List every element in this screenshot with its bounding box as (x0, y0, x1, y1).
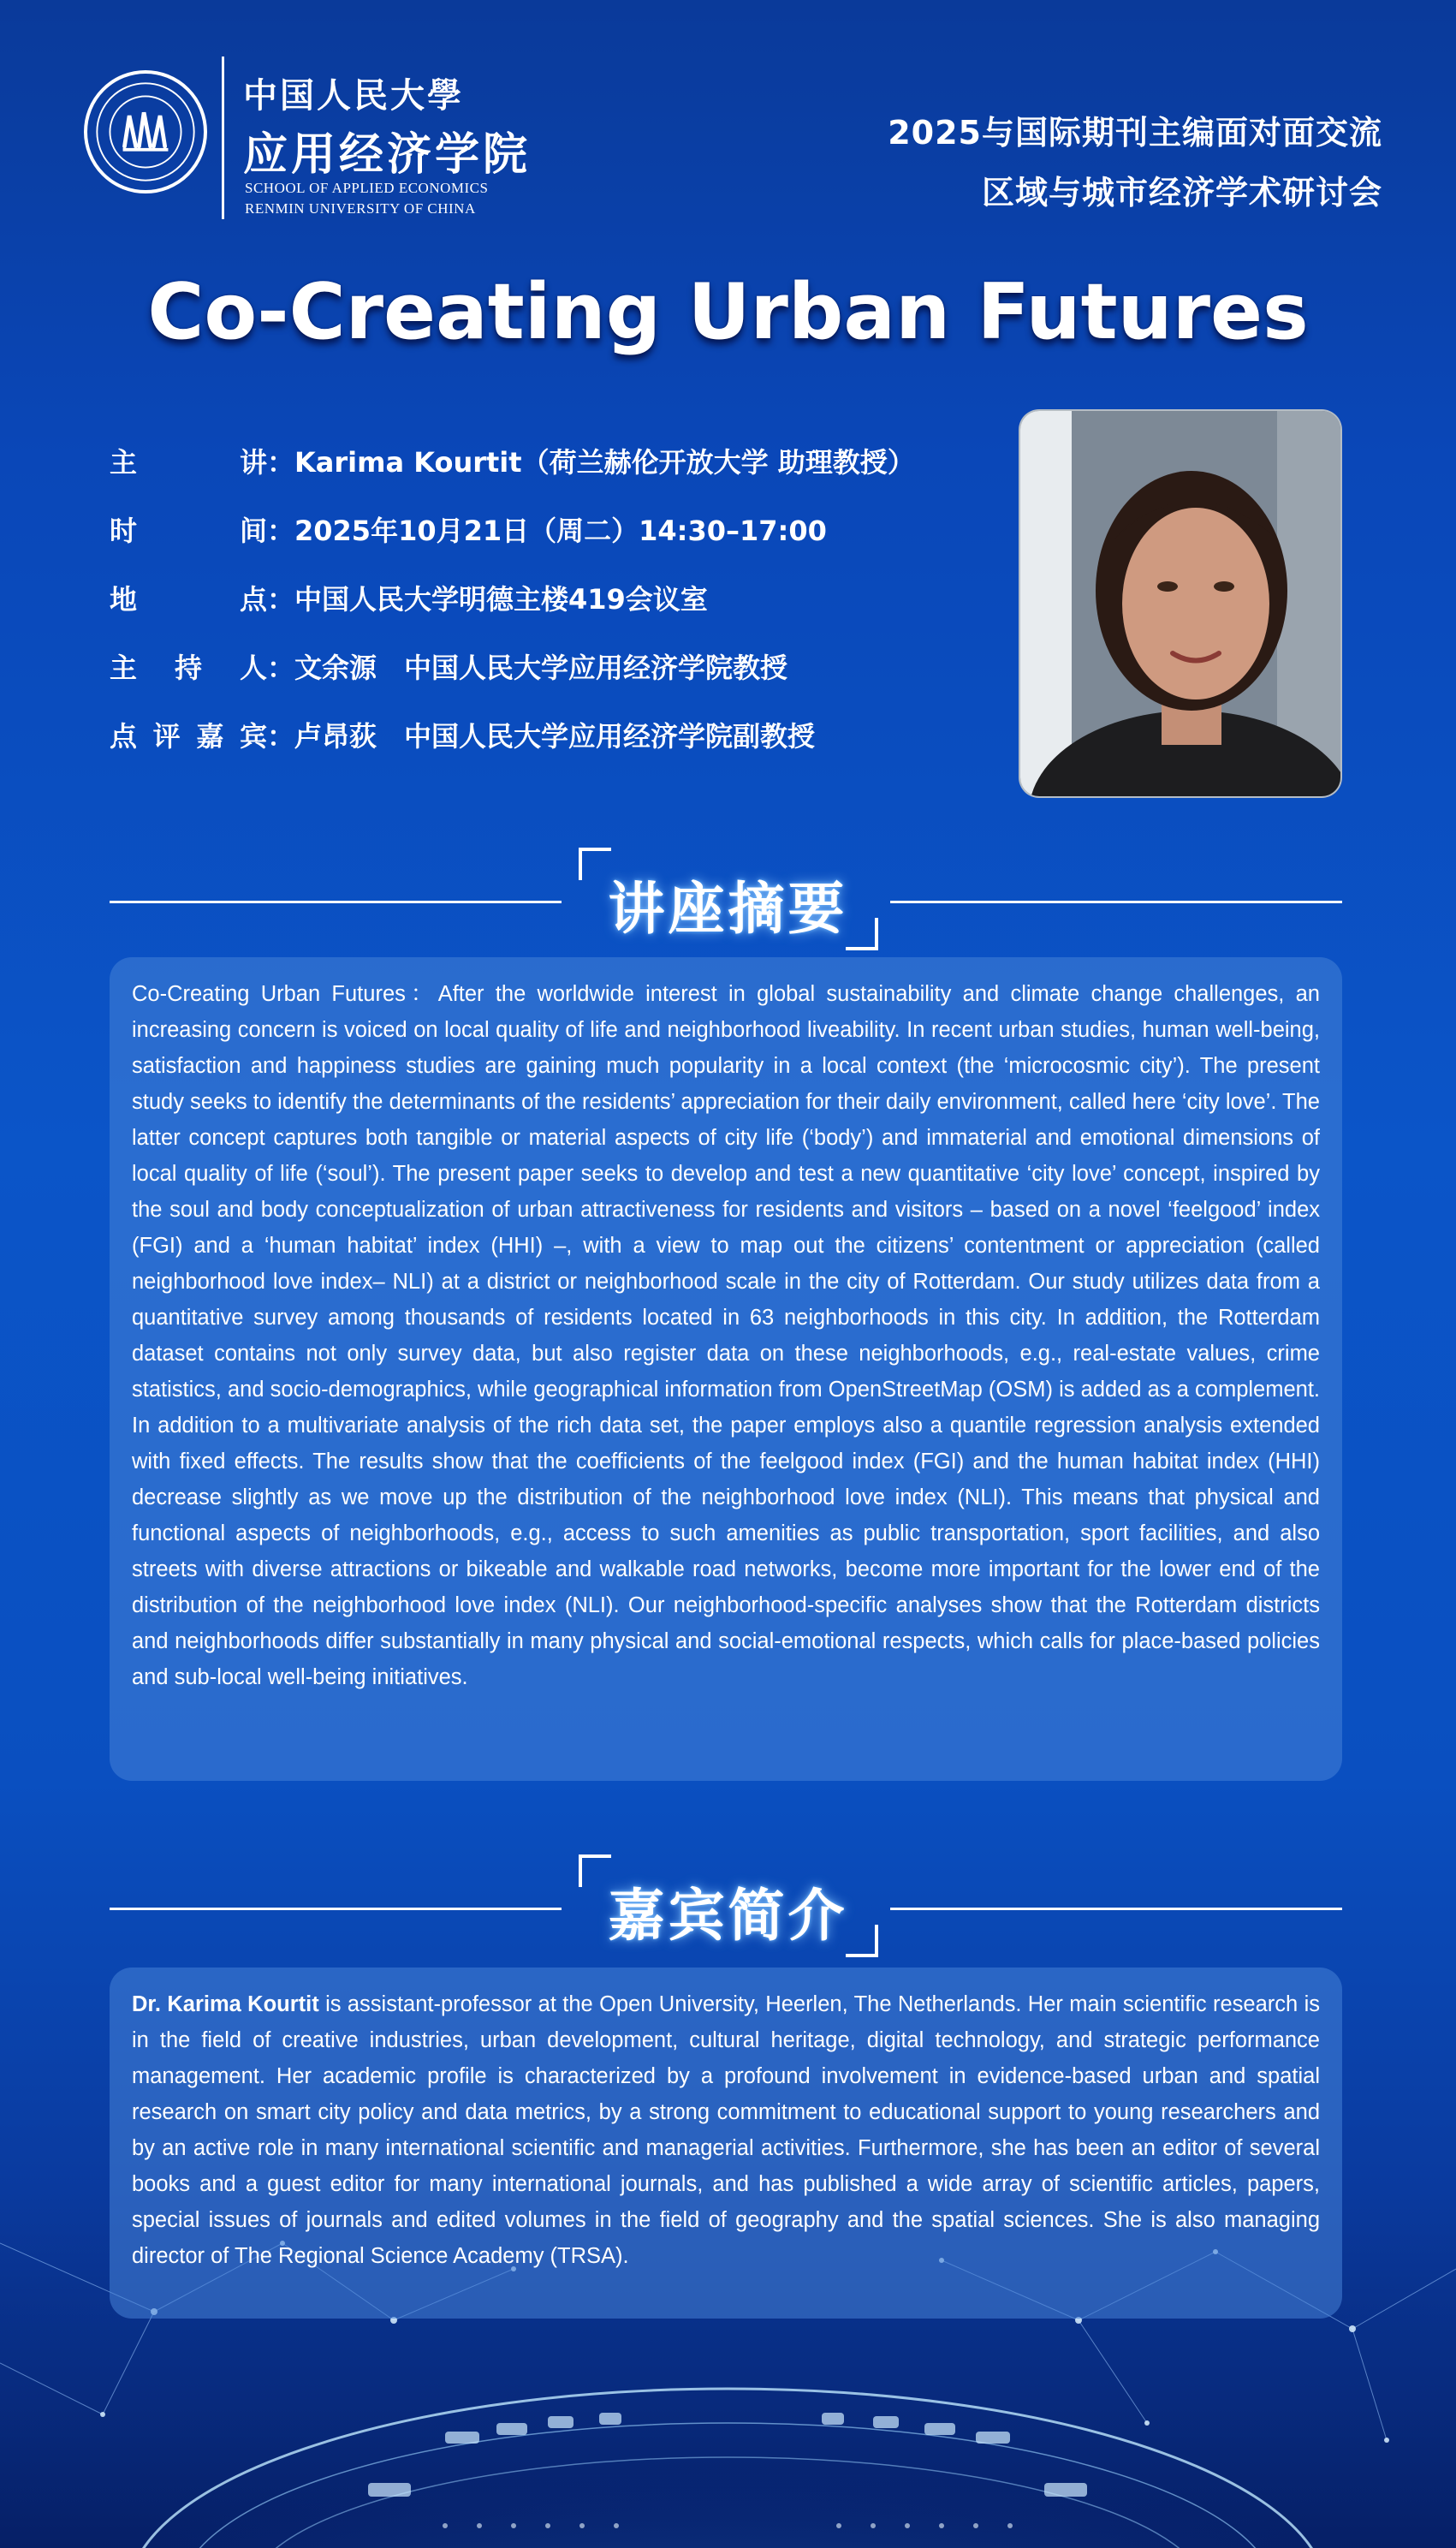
info-value: ：2025年10月21日（周二）14:30–17:00 (267, 515, 827, 547)
info-row-discussant (110, 715, 815, 754)
info-value: ：卢昂荻 中国人民大学应用经济学院副教授 (267, 720, 816, 753)
event-title-line1: 2025与国际期刊主编面对面交流 (888, 114, 1382, 152)
bio-body: is assistant-professor at the Open University, Heerlen, The Netherlands. Her main scientific research is in the field of creative industries, urban development, cultural heritage, digital technology, and strategic performance management. Her academic profile is characterized by a profound involvement in evidence-based urban and spatial research on smart city policy and data metrics, by a strong commitment to educational support to young researchers and by an active role in many international scientific and managerial activities. Furthermore, she has been an editor of several books and a guest editor for many international journals, and has published a wide array of scientific articles, papers, special issues of journals and edited volumes in the field of geography and the spatial sciences. She is also managing director of The Regional Science Academy (TRSA). (132, 1992, 1320, 2268)
speaker-photo (1019, 409, 1342, 798)
info-value: ：Karima Kourtit（荷兰赫伦开放大学 助理教授） (267, 446, 915, 479)
info-label: 地点 (110, 583, 267, 616)
logo-divider (222, 57, 224, 219)
info-label: 主讲 (110, 446, 267, 479)
info-label: 主持人 (110, 652, 267, 684)
info-row-host (110, 646, 787, 686)
info-value: ：文余源 中国人民大学应用经济学院教授 (267, 652, 788, 684)
bio-text (132, 1986, 1320, 2274)
logo-school-en: SCHOOL OF APPLIED ECONOMICS (245, 180, 489, 196)
info-value: ：中国人民大学明德主楼419会议室 (267, 583, 708, 616)
logo-university-cn: 中国人民大學 (243, 75, 464, 116)
info-row-speaker (110, 441, 915, 480)
event-title-line2: 区域与城市经济学术研讨会 (981, 174, 1382, 211)
logo-school-cn: 应用经济学院 (243, 128, 532, 181)
bio-speaker-name: Dr. Karima Kourtit (132, 1992, 319, 2016)
info-label: 点评嘉宾 (110, 720, 267, 753)
info-label: 时间 (110, 515, 267, 547)
info-row-time (110, 509, 827, 549)
logo-university-en: RENMIN UNIVERSITY OF CHINA (245, 200, 476, 217)
university-seal-logo (84, 70, 207, 193)
bio-heading: 嘉宾简介 (608, 1883, 848, 1949)
abstract-heading: 讲座摘要 (608, 876, 848, 942)
bio-panel (110, 1968, 1342, 2319)
abstract-text: Co-Creating Urban Futures：After the worldwide interest in global sustainability and climate change challenges, an increasing concern is voiced on local quality of life and neighborhood liveability. In recent urban studies, human well-being, satisfaction and happiness studies are gaining much popularity in a local context (the ‘microcosmic city’). The present study seeks to identify the determinants of the residents’ appreciation for their daily environment, called here ‘city love’. The latter concept captures both tangible or material aspects of city life (‘body’) and immaterial and emotional dimensions of local quality of life (‘soul’). The present paper seeks to develop and test a new quantitative ‘city love’ concept, inspired by the soul and body conceptualization of urban attractiveness for residents and visitors – based on a novel ‘feelgood’ index (FGI) and a ‘human habitat’ index (HHI) –, with a view to map out the citizens’ contentment or appreciation (called neighborhood love index– NLI) at a district or neighborhood scale in the city of Rotterdam. Our study utilizes data from a quantitative survey among thousands of residents located in 63 neighborhoods in this city. In addition, the Rotterdam dataset contains not only survey data, but also register data on these neighborhoods, e.g., real-estate values, crime statistics, and socio-demographics, while geographical information from OpenStreetMap (OSM) is added as a complement. In addition to a multivariate analysis of the rich data set, the paper employs also a quantile regression analysis extended with fixed effects. The results show that the coefficients of the feelgood index (FGI) and the human habitat index (HHI) decrease slightly as we move up the distribution of the neighborhood love index (NLI). This means that physical and functional aspects of neighborhoods, e.g., access to such amenities as public transportation, sport facilities, and also streets with diverse attractions or bikeable and walkable road networks, become more important for the lower end of the distribution of the neighborhood love index (NLI). Our neighborhood-specific analyses show that the Rotterdam districts and neighborhoods differ substantially in many physical and social-emotional respects, which calls for place-based policies and sub-local well-being initiatives. (132, 982, 1320, 1689)
info-row-location (110, 578, 708, 617)
abstract-panel (110, 957, 1342, 1781)
lecture-title: Co-Creating Urban Futures (147, 267, 1309, 357)
